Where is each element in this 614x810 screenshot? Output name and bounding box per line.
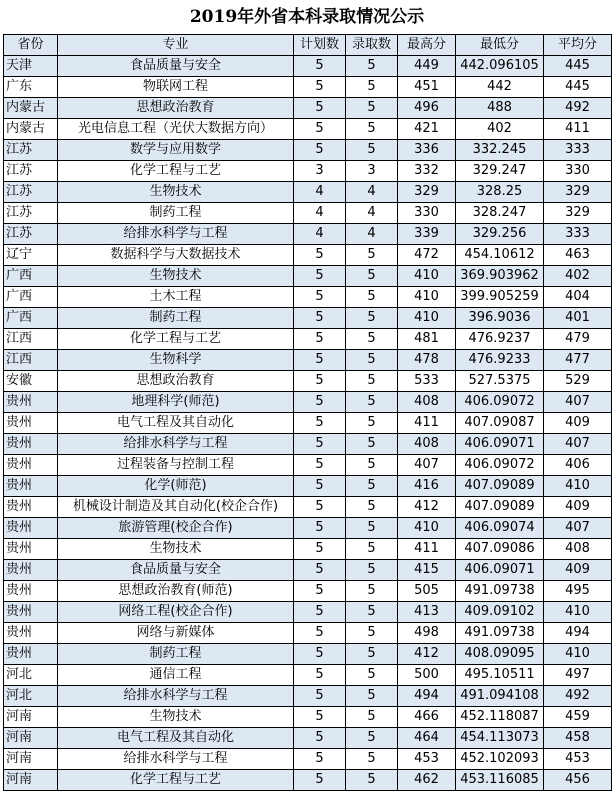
cell-major: 化学工程与工艺: [58, 770, 294, 791]
cell-major: 给排水科学与工程: [58, 434, 294, 455]
cell-major: 物联网工程: [58, 77, 294, 98]
cell-admitted: 5: [346, 497, 398, 518]
cell-plan: 5: [294, 266, 346, 287]
cell-avg-score: 477: [544, 350, 612, 371]
cell-max-score: 472: [398, 245, 456, 266]
table-row: [4, 686, 612, 707]
table-row: [4, 455, 612, 476]
cell-avg-score: 410: [544, 602, 612, 623]
cell-admitted: 5: [346, 770, 398, 791]
table-row: [4, 308, 612, 329]
cell-min-score: 491.09738: [456, 581, 544, 602]
cell-min-score: 328.247: [456, 203, 544, 224]
cell-province: 广西: [4, 287, 58, 308]
cell-avg-score: 495: [544, 581, 612, 602]
cell-avg-score: 407: [544, 518, 612, 539]
cell-major: 生物技术: [58, 707, 294, 728]
cell-plan: 5: [294, 644, 346, 665]
cell-admitted: 5: [346, 98, 398, 119]
cell-plan: 5: [294, 392, 346, 413]
cell-admitted: 5: [346, 686, 398, 707]
cell-province: 贵州: [4, 539, 58, 560]
cell-max-score: 330: [398, 203, 456, 224]
header-plan: 计划数: [294, 35, 346, 56]
cell-max-score: 410: [398, 287, 456, 308]
cell-min-score: 407.09087: [456, 413, 544, 434]
cell-admitted: 4: [346, 182, 398, 203]
cell-max-score: 412: [398, 644, 456, 665]
cell-plan: 5: [294, 476, 346, 497]
cell-max-score: 410: [398, 266, 456, 287]
cell-min-score: 491.09738: [456, 623, 544, 644]
table-row: [4, 413, 612, 434]
cell-province: 河北: [4, 665, 58, 686]
table-row: [4, 98, 612, 119]
cell-max-score: 329: [398, 182, 456, 203]
cell-major: 制药工程: [58, 308, 294, 329]
cell-avg-score: 330: [544, 161, 612, 182]
cell-plan: 5: [294, 497, 346, 518]
cell-province: 江西: [4, 350, 58, 371]
cell-province: 贵州: [4, 602, 58, 623]
cell-plan: 5: [294, 371, 346, 392]
cell-max-score: 339: [398, 224, 456, 245]
cell-avg-score: 407: [544, 392, 612, 413]
cell-max-score: 415: [398, 560, 456, 581]
cell-major: 数学与应用数学: [58, 140, 294, 161]
cell-plan: 4: [294, 203, 346, 224]
cell-major: 生物科学: [58, 350, 294, 371]
cell-major: 光电信息工程（光伏大数据方向）: [58, 119, 294, 140]
cell-min-score: 332.245: [456, 140, 544, 161]
cell-major: 给排水科学与工程: [58, 686, 294, 707]
cell-plan: 5: [294, 560, 346, 581]
cell-admitted: 5: [346, 707, 398, 728]
cell-plan: 5: [294, 434, 346, 455]
cell-admitted: 5: [346, 371, 398, 392]
cell-max-score: 421: [398, 119, 456, 140]
cell-admitted: 5: [346, 728, 398, 749]
cell-min-score: 329.247: [456, 161, 544, 182]
cell-plan: 5: [294, 350, 346, 371]
cell-admitted: 5: [346, 287, 398, 308]
cell-province: 河南: [4, 770, 58, 791]
cell-min-score: 406.09074: [456, 518, 544, 539]
cell-min-score: 396.9036: [456, 308, 544, 329]
cell-admitted: 5: [346, 539, 398, 560]
cell-avg-score: 492: [544, 98, 612, 119]
cell-major: 思想政治教育: [58, 98, 294, 119]
cell-province: 贵州: [4, 476, 58, 497]
cell-province: 内蒙古: [4, 98, 58, 119]
cell-province: 贵州: [4, 518, 58, 539]
cell-avg-score: 408: [544, 539, 612, 560]
cell-major: 化学(师范): [58, 476, 294, 497]
cell-avg-score: 404: [544, 287, 612, 308]
table-row: [4, 245, 612, 266]
cell-plan: 5: [294, 413, 346, 434]
cell-avg-score: 410: [544, 644, 612, 665]
cell-admitted: 5: [346, 749, 398, 770]
table-row: [4, 770, 612, 791]
table-row: [4, 266, 612, 287]
header-major: 专业: [58, 35, 294, 56]
table-row: [4, 749, 612, 770]
cell-avg-score: 329: [544, 203, 612, 224]
table-row: [4, 434, 612, 455]
cell-max-score: 478: [398, 350, 456, 371]
cell-max-score: 466: [398, 707, 456, 728]
cell-avg-score: 492: [544, 686, 612, 707]
table-row: [4, 203, 612, 224]
cell-plan: 5: [294, 98, 346, 119]
cell-major: 生物技术: [58, 266, 294, 287]
cell-major: 制药工程: [58, 644, 294, 665]
cell-admitted: 5: [346, 329, 398, 350]
table-row: [4, 476, 612, 497]
table-row: [4, 392, 612, 413]
cell-province: 广西: [4, 308, 58, 329]
header-max-score: 最高分: [398, 35, 456, 56]
cell-avg-score: 402: [544, 266, 612, 287]
cell-admitted: 5: [346, 392, 398, 413]
cell-admitted: 5: [346, 413, 398, 434]
cell-plan: 5: [294, 686, 346, 707]
cell-max-score: 408: [398, 392, 456, 413]
cell-max-score: 498: [398, 623, 456, 644]
cell-plan: 5: [294, 728, 346, 749]
cell-province: 安徽: [4, 371, 58, 392]
header-avg-score: 平均分: [544, 35, 612, 56]
cell-min-score: 406.09072: [456, 455, 544, 476]
header-min-score: 最低分: [456, 35, 544, 56]
table-row: [4, 140, 612, 161]
cell-major: 制药工程: [58, 203, 294, 224]
cell-avg-score: 406: [544, 455, 612, 476]
cell-province: 内蒙古: [4, 119, 58, 140]
cell-avg-score: 445: [544, 56, 612, 77]
cell-max-score: 451: [398, 77, 456, 98]
cell-plan: 4: [294, 182, 346, 203]
cell-province: 贵州: [4, 644, 58, 665]
cell-major: 机械设计制造及其自动化(校企合作): [58, 497, 294, 518]
cell-major: 数据科学与大数据技术: [58, 245, 294, 266]
cell-max-score: 408: [398, 434, 456, 455]
cell-avg-score: 401: [544, 308, 612, 329]
cell-min-score: 328.25: [456, 182, 544, 203]
cell-province: 贵州: [4, 434, 58, 455]
cell-admitted: 4: [346, 224, 398, 245]
cell-province: 贵州: [4, 455, 58, 476]
cell-admitted: 5: [346, 119, 398, 140]
table-row: [4, 329, 612, 350]
cell-admitted: 5: [346, 140, 398, 161]
cell-major: 地理科学(师范): [58, 392, 294, 413]
cell-max-score: 453: [398, 749, 456, 770]
cell-major: 土木工程: [58, 287, 294, 308]
cell-max-score: 332: [398, 161, 456, 182]
cell-admitted: 5: [346, 266, 398, 287]
cell-province: 河北: [4, 686, 58, 707]
cell-plan: 5: [294, 707, 346, 728]
cell-province: 贵州: [4, 623, 58, 644]
cell-max-score: 500: [398, 665, 456, 686]
cell-avg-score: 497: [544, 665, 612, 686]
cell-min-score: 407.09086: [456, 539, 544, 560]
cell-avg-score: 459: [544, 707, 612, 728]
cell-plan: 5: [294, 623, 346, 644]
cell-min-score: 495.10511: [456, 665, 544, 686]
cell-avg-score: 445: [544, 77, 612, 98]
cell-min-score: 408.09095: [456, 644, 544, 665]
cell-min-score: 399.905259: [456, 287, 544, 308]
cell-min-score: 402: [456, 119, 544, 140]
cell-admitted: 3: [346, 161, 398, 182]
cell-admitted: 5: [346, 350, 398, 371]
cell-avg-score: 463: [544, 245, 612, 266]
cell-avg-score: 410: [544, 476, 612, 497]
cell-avg-score: 333: [544, 224, 612, 245]
cell-avg-score: 333: [544, 140, 612, 161]
cell-plan: 5: [294, 539, 346, 560]
cell-admitted: 5: [346, 560, 398, 581]
cell-plan: 5: [294, 287, 346, 308]
cell-avg-score: 529: [544, 371, 612, 392]
cell-admitted: 5: [346, 77, 398, 98]
cell-min-score: 406.09071: [456, 560, 544, 581]
table-row: [4, 350, 612, 371]
cell-max-score: 407: [398, 455, 456, 476]
cell-admitted: 5: [346, 434, 398, 455]
cell-max-score: 413: [398, 602, 456, 623]
cell-max-score: 336: [398, 140, 456, 161]
cell-admitted: 5: [346, 644, 398, 665]
table-row: [4, 497, 612, 518]
cell-avg-score: 453: [544, 749, 612, 770]
table-row: [4, 644, 612, 665]
cell-min-score: 407.09089: [456, 497, 544, 518]
cell-min-score: 476.9237: [456, 329, 544, 350]
cell-province: 江苏: [4, 182, 58, 203]
table-row: [4, 119, 612, 140]
cell-major: 网络与新媒体: [58, 623, 294, 644]
cell-province: 江苏: [4, 140, 58, 161]
cell-min-score: 369.903962: [456, 266, 544, 287]
cell-major: 思想政治教育(师范): [58, 581, 294, 602]
cell-min-score: 452.102093: [456, 749, 544, 770]
header-province: 省份: [4, 35, 58, 56]
cell-major: 通信工程: [58, 665, 294, 686]
cell-major: 给排水科学与工程: [58, 749, 294, 770]
cell-min-score: 452.118087: [456, 707, 544, 728]
cell-avg-score: 411: [544, 119, 612, 140]
cell-min-score: 406.09072: [456, 392, 544, 413]
table-row: [4, 539, 612, 560]
cell-major: 生物技术: [58, 539, 294, 560]
cell-province: 广东: [4, 77, 58, 98]
table-row: [4, 602, 612, 623]
cell-max-score: 533: [398, 371, 456, 392]
cell-max-score: 449: [398, 56, 456, 77]
cell-major: 化学工程与工艺: [58, 329, 294, 350]
table-row: [4, 560, 612, 581]
cell-min-score: 406.09071: [456, 434, 544, 455]
cell-province: 河南: [4, 707, 58, 728]
cell-plan: 5: [294, 749, 346, 770]
cell-province: 贵州: [4, 497, 58, 518]
cell-min-score: 476.9233: [456, 350, 544, 371]
cell-plan: 5: [294, 518, 346, 539]
cell-plan: 5: [294, 602, 346, 623]
cell-min-score: 491.094108: [456, 686, 544, 707]
cell-min-score: 453.116085: [456, 770, 544, 791]
table-row: [4, 581, 612, 602]
cell-major: 食品质量与安全: [58, 560, 294, 581]
cell-avg-score: 409: [544, 497, 612, 518]
cell-admitted: 5: [346, 245, 398, 266]
cell-max-score: 496: [398, 98, 456, 119]
cell-max-score: 494: [398, 686, 456, 707]
table-row: [4, 161, 612, 182]
cell-plan: 3: [294, 161, 346, 182]
cell-province: 河南: [4, 728, 58, 749]
cell-admitted: 5: [346, 308, 398, 329]
cell-plan: 5: [294, 581, 346, 602]
cell-province: 贵州: [4, 560, 58, 581]
cell-major: 旅游管理(校企合作): [58, 518, 294, 539]
cell-major: 生物技术: [58, 182, 294, 203]
cell-min-score: 454.113073: [456, 728, 544, 749]
cell-province: 天津: [4, 56, 58, 77]
table-row: [4, 56, 612, 77]
cell-plan: 5: [294, 770, 346, 791]
cell-admitted: 5: [346, 602, 398, 623]
cell-max-score: 481: [398, 329, 456, 350]
cell-major: 给排水科学与工程: [58, 224, 294, 245]
cell-major: 思想政治教育: [58, 371, 294, 392]
cell-avg-score: 479: [544, 329, 612, 350]
cell-max-score: 505: [398, 581, 456, 602]
cell-province: 江西: [4, 329, 58, 350]
cell-min-score: 527.5375: [456, 371, 544, 392]
cell-province: 江苏: [4, 203, 58, 224]
cell-province: 江苏: [4, 161, 58, 182]
cell-province: 江苏: [4, 224, 58, 245]
cell-plan: 5: [294, 455, 346, 476]
cell-admitted: 5: [346, 623, 398, 644]
table-row: [4, 182, 612, 203]
cell-max-score: 410: [398, 308, 456, 329]
cell-max-score: 462: [398, 770, 456, 791]
table-row: [4, 707, 612, 728]
cell-max-score: 410: [398, 518, 456, 539]
cell-avg-score: 409: [544, 560, 612, 581]
header-admitted: 录取数: [346, 35, 398, 56]
header-row: [4, 35, 612, 56]
table-row: [4, 371, 612, 392]
cell-major: 电气工程及其自动化: [58, 413, 294, 434]
cell-min-score: 442.096105: [456, 56, 544, 77]
cell-province: 广西: [4, 266, 58, 287]
cell-max-score: 411: [398, 539, 456, 560]
cell-plan: 5: [294, 119, 346, 140]
cell-avg-score: 329: [544, 182, 612, 203]
cell-plan: 5: [294, 665, 346, 686]
cell-province: 辽宁: [4, 245, 58, 266]
cell-avg-score: 407: [544, 434, 612, 455]
table-row: [4, 623, 612, 644]
cell-min-score: 454.10612: [456, 245, 544, 266]
cell-major: 过程装备与控制工程: [58, 455, 294, 476]
cell-admitted: 5: [346, 518, 398, 539]
table-row: [4, 518, 612, 539]
cell-plan: 5: [294, 245, 346, 266]
cell-province: 贵州: [4, 581, 58, 602]
cell-admitted: 5: [346, 581, 398, 602]
cell-province: 贵州: [4, 413, 58, 434]
cell-plan: 5: [294, 56, 346, 77]
table-body: [4, 56, 612, 791]
cell-plan: 5: [294, 77, 346, 98]
cell-plan: 5: [294, 308, 346, 329]
cell-admitted: 5: [346, 56, 398, 77]
cell-province: 河南: [4, 749, 58, 770]
cell-admitted: 5: [346, 455, 398, 476]
cell-admitted: 5: [346, 476, 398, 497]
cell-avg-score: 494: [544, 623, 612, 644]
cell-max-score: 416: [398, 476, 456, 497]
cell-plan: 5: [294, 140, 346, 161]
admission-table: [3, 34, 612, 791]
cell-plan: 5: [294, 329, 346, 350]
cell-major: 化学工程与工艺: [58, 161, 294, 182]
cell-max-score: 411: [398, 413, 456, 434]
table-row: [4, 224, 612, 245]
cell-min-score: 488: [456, 98, 544, 119]
cell-avg-score: 409: [544, 413, 612, 434]
cell-min-score: 409.09102: [456, 602, 544, 623]
cell-admitted: 4: [346, 203, 398, 224]
table-row: [4, 77, 612, 98]
cell-min-score: 329.256: [456, 224, 544, 245]
cell-avg-score: 456: [544, 770, 612, 791]
cell-major: 食品质量与安全: [58, 56, 294, 77]
cell-plan: 4: [294, 224, 346, 245]
cell-province: 贵州: [4, 392, 58, 413]
cell-admitted: 5: [346, 665, 398, 686]
cell-max-score: 464: [398, 728, 456, 749]
table-row: [4, 287, 612, 308]
cell-min-score: 442: [456, 77, 544, 98]
page-title: 2019年外省本科录取情况公示: [189, 7, 425, 27]
cell-max-score: 412: [398, 497, 456, 518]
cell-avg-score: 458: [544, 728, 612, 749]
cell-major: 网络工程(校企合作): [58, 602, 294, 623]
table-row: [4, 665, 612, 686]
cell-major: 电气工程及其自动化: [58, 728, 294, 749]
table-row: [4, 728, 612, 749]
cell-min-score: 407.09089: [456, 476, 544, 497]
